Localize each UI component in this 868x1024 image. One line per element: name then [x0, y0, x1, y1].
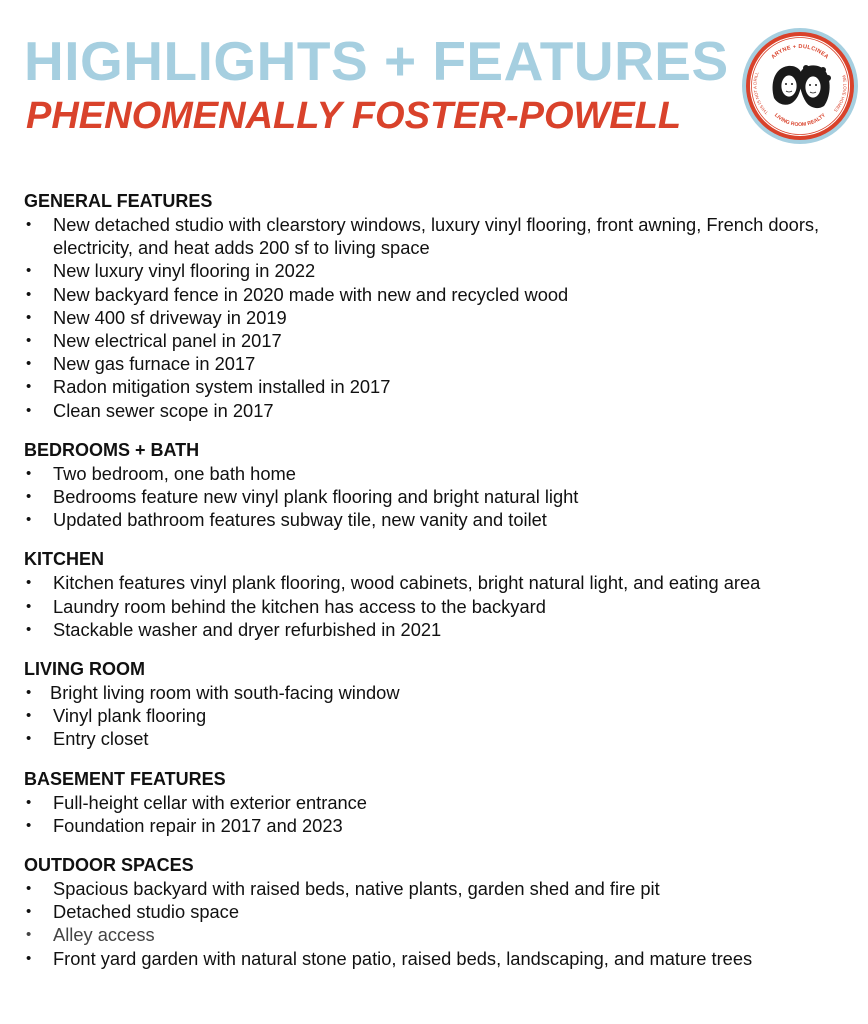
- list-item: • Bedrooms feature new vinyl plank flooring and bright natural light: [24, 485, 854, 508]
- list-item: • New electrical panel in 2017: [24, 329, 854, 352]
- list-item: • Two bedroom, one bath home: [24, 462, 854, 485]
- list-item: • New 400 sf driveway in 2019: [24, 306, 854, 329]
- list-item: • New luxury vinyl flooring in 2022: [24, 259, 854, 282]
- feature-list: [24, 571, 854, 641]
- list-item: • Detached studio space: [24, 900, 854, 923]
- feature-list: [24, 213, 854, 422]
- section-basement-features: [24, 768, 854, 837]
- section-living-room: [24, 658, 854, 751]
- list-item: • Kitchen features vinyl plank flooring, wood cabinets, bright natural light, and eating area: [24, 571, 854, 594]
- feature-list: [24, 877, 854, 970]
- realty-logo: [740, 26, 860, 146]
- section-heading: LIVING ROOM: [24, 659, 145, 680]
- list-item: • Updated bathroom features subway tile, new vanity and toilet: [24, 508, 854, 531]
- list-item: • Bright living room with south-facing window: [24, 681, 854, 704]
- logo-right-text: WE LOVE HOMES: [832, 74, 848, 113]
- list-item: • Entry closet: [24, 727, 854, 750]
- section-heading: KITCHEN: [24, 549, 104, 570]
- logo-bottom-text: LIVING ROOM REALTY: [773, 112, 827, 129]
- feature-list: [24, 681, 854, 751]
- section-heading: GENERAL FEATURES: [24, 191, 213, 211]
- logo-top-text: ARYNE + DULCINEA: [770, 43, 830, 61]
- section-heading: BEDROOMS + BATH: [24, 439, 200, 460]
- list-item: • Alley access: [24, 923, 854, 946]
- section-bedrooms-bath: [24, 439, 854, 532]
- list-item: • Full-height cellar with exterior entrance: [24, 791, 854, 814]
- list-item: • New detached studio with clearstory windows, luxury vinyl flooring, front awning, French doors, electricity, and heat adds 200 sf to living space: [24, 213, 854, 259]
- list-item: • New gas furnace in 2017: [24, 352, 854, 375]
- feature-list: [24, 462, 854, 532]
- page-title: HIGHLIGHTS + FEATURES: [24, 30, 729, 92]
- section-outdoor-spaces: [24, 854, 854, 970]
- list-item: • New backyard fence in 2020 made with new and recycled wood: [24, 283, 854, 306]
- list-item: • Foundation repair in 2017 and 2023: [24, 814, 854, 837]
- section-kitchen: [24, 548, 854, 641]
- list-item: • Front yard garden with natural stone patio, raised beds, landscaping, and mature trees: [24, 947, 854, 970]
- list-item: • Spacious backyard with raised beds, native plants, garden shed and fire pit: [24, 877, 854, 900]
- list-item: • Stackable washer and dryer refurbished in 2021: [24, 618, 854, 641]
- section-heading: BASEMENT FEATURES: [24, 768, 226, 789]
- feature-list: [24, 791, 854, 837]
- list-item: • Vinyl plank flooring: [24, 704, 854, 727]
- list-item: • Laundry room behind the kitchen has access to the backyard: [24, 595, 854, 618]
- list-item: • Clean sewer scope in 2017: [24, 399, 854, 422]
- list-item: • Radon mitigation system installed in 2017: [24, 375, 854, 398]
- section-heading: OUTDOOR SPACES: [24, 855, 194, 876]
- logo-left-text: THIS IS NOT A DRILL: [752, 71, 770, 116]
- features-content: [24, 190, 854, 987]
- page-subtitle: PHENOMENALLY FOSTER-POWELL: [26, 95, 682, 137]
- section-general-features: [24, 190, 854, 422]
